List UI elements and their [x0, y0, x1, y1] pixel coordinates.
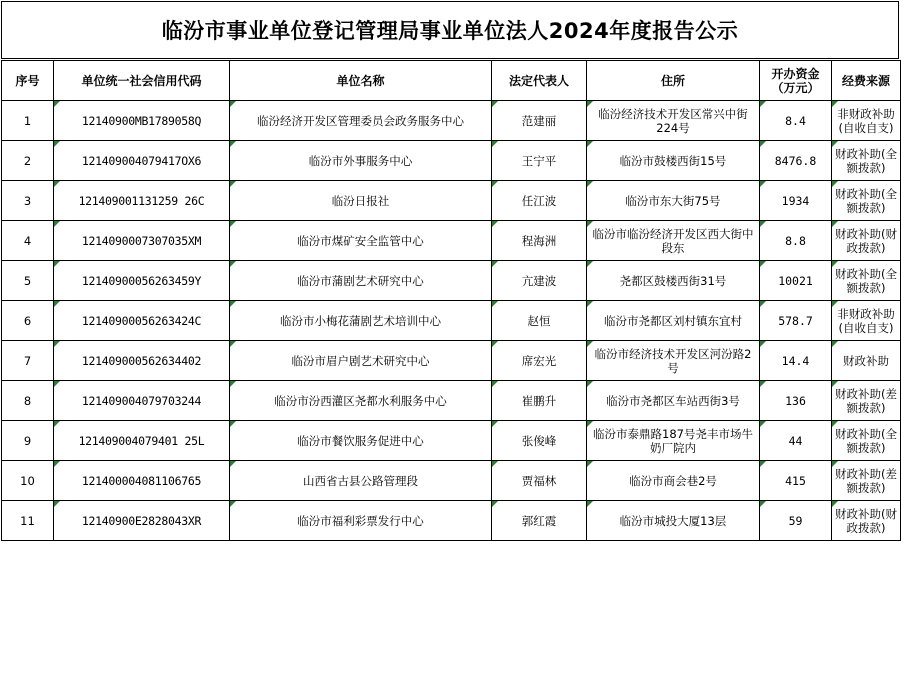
row-credit-code	[54, 421, 230, 461]
row-unit-name	[230, 221, 492, 261]
row-funding-source	[832, 341, 901, 381]
cell-marker-icon	[492, 421, 498, 427]
header-index: 序号	[2, 61, 54, 101]
cell-marker-icon	[587, 101, 593, 107]
row-legal-rep	[492, 101, 587, 141]
row-capital-text: 136	[785, 393, 806, 408]
cell-marker-icon	[492, 381, 498, 387]
row-address	[587, 221, 760, 261]
row-address	[587, 461, 760, 501]
header-address: 住所	[587, 61, 760, 101]
row-credit-code	[54, 501, 230, 541]
row-index-text: 10	[20, 473, 35, 488]
row-capital-text: 8.8	[785, 233, 806, 248]
row-legal-rep-text: 郭红霞	[521, 513, 557, 528]
row-address-text: 临汾市泰鼎路187号尧丰市场牛奶厂院内	[593, 426, 753, 455]
row-funding-source-text: 非财政补助(自收自支)	[837, 106, 895, 135]
cell-marker-icon	[832, 221, 838, 227]
row-funding-source-text: 财政补助(全额拨款)	[835, 426, 897, 455]
row-funding-source-text: 财政补助	[843, 353, 889, 368]
row-unit-name	[230, 461, 492, 501]
row-address-text: 临汾市东大街75号	[625, 193, 721, 208]
cell-marker-icon	[587, 221, 593, 227]
row-legal-rep-text: 王宁平	[521, 153, 557, 168]
row-unit-name	[230, 421, 492, 461]
row-legal-rep	[492, 461, 587, 501]
row-capital-text: 415	[785, 473, 806, 488]
cell-marker-icon	[760, 261, 766, 267]
cell-marker-icon	[587, 141, 593, 147]
row-address	[587, 141, 760, 181]
row-address-text: 临汾市经济技术开发区河汾路2号	[594, 346, 752, 375]
row-index	[2, 141, 54, 181]
row-capital-text: 44	[788, 433, 803, 448]
row-funding-source	[832, 101, 901, 141]
row-index-text: 9	[23, 433, 32, 448]
cell-marker-icon	[587, 421, 593, 427]
row-capital-text: 59	[788, 513, 803, 528]
row-unit-name-text: 临汾市外事服务中心	[308, 153, 413, 168]
row-funding-source	[832, 461, 901, 501]
cell-marker-icon	[492, 181, 498, 187]
cell-marker-icon	[587, 381, 593, 387]
header-capital: 开办资金（万元）	[760, 61, 832, 101]
page-title: 临汾市事业单位登记管理局事业单位法人2024年度报告公示	[1, 1, 899, 59]
row-legal-rep	[492, 381, 587, 421]
row-credit-code	[54, 221, 230, 261]
row-address-text: 临汾市尧都区车站西街3号	[606, 393, 740, 408]
cell-marker-icon	[54, 301, 60, 307]
row-capital	[760, 141, 832, 181]
cell-marker-icon	[54, 381, 60, 387]
cell-marker-icon	[832, 261, 838, 267]
row-unit-name-text: 临汾市蒲剧艺术研究中心	[297, 273, 424, 288]
row-funding-source	[832, 141, 901, 181]
header-source: 经费来源	[832, 61, 901, 101]
row-capital-text: 8.4	[785, 113, 806, 128]
row-funding-source-text: 财政补助(全额拨款)	[835, 186, 897, 215]
row-funding-source	[832, 501, 901, 541]
row-index	[2, 381, 54, 421]
cell-marker-icon	[492, 101, 498, 107]
row-index-text: 1	[23, 113, 32, 128]
row-capital	[760, 421, 832, 461]
row-unit-name	[230, 381, 492, 421]
row-unit-name	[230, 181, 492, 221]
row-address-text: 临汾市临汾经济开发区西大街中段东	[592, 226, 754, 255]
row-funding-source-text: 财政补助(全额拨款)	[835, 146, 897, 175]
table-row	[2, 381, 901, 421]
cell-marker-icon	[832, 181, 838, 187]
row-address	[587, 341, 760, 381]
row-address	[587, 421, 760, 461]
cell-marker-icon	[230, 461, 236, 467]
cell-marker-icon	[54, 421, 60, 427]
row-unit-name-text: 临汾日报社	[331, 193, 390, 208]
cell-marker-icon	[587, 341, 593, 347]
header-code: 单位统一社会信用代码	[54, 61, 230, 101]
row-index	[2, 501, 54, 541]
header-row	[2, 61, 901, 101]
cell-marker-icon	[760, 501, 766, 507]
cell-marker-icon	[492, 221, 498, 227]
cell-marker-icon	[230, 181, 236, 187]
cell-marker-icon	[832, 381, 838, 387]
row-capital	[760, 221, 832, 261]
row-legal-rep	[492, 421, 587, 461]
row-legal-rep-text: 张俊峰	[521, 433, 557, 448]
cell-marker-icon	[760, 141, 766, 147]
row-unit-name	[230, 101, 492, 141]
header-name: 单位名称	[230, 61, 492, 101]
row-legal-rep-text: 任江波	[521, 193, 557, 208]
row-funding-source-text: 财政补助(财政拨款)	[835, 506, 897, 535]
header-rep: 法定代表人	[492, 61, 587, 101]
row-unit-name	[230, 341, 492, 381]
cell-marker-icon	[832, 101, 838, 107]
table-row	[2, 141, 901, 181]
row-capital	[760, 381, 832, 421]
cell-marker-icon	[230, 421, 236, 427]
cell-marker-icon	[832, 141, 838, 147]
row-capital-text: 8476.8	[774, 153, 817, 168]
row-address	[587, 181, 760, 221]
cell-marker-icon	[54, 461, 60, 467]
cell-marker-icon	[832, 501, 838, 507]
row-index	[2, 221, 54, 261]
row-credit-code-text: 121409000562634402	[81, 353, 202, 368]
row-index	[2, 461, 54, 501]
row-funding-source	[832, 381, 901, 421]
cell-marker-icon	[54, 501, 60, 507]
row-address-text: 临汾市城投大厦13层	[619, 513, 727, 528]
row-credit-code-text: 12140900056263424C	[81, 313, 202, 328]
row-capital	[760, 101, 832, 141]
row-unit-name-text: 临汾市汾西灌区尧都水利服务中心	[274, 393, 447, 408]
row-unit-name	[230, 261, 492, 301]
row-legal-rep-text: 范建丽	[521, 113, 557, 128]
report-table	[1, 60, 901, 541]
row-index-text: 11	[20, 513, 35, 528]
cell-marker-icon	[54, 221, 60, 227]
row-index	[2, 341, 54, 381]
cell-marker-icon	[760, 341, 766, 347]
row-legal-rep	[492, 141, 587, 181]
table-row	[2, 221, 901, 261]
cell-marker-icon	[832, 421, 838, 427]
cell-marker-icon	[230, 221, 236, 227]
table-row	[2, 101, 901, 141]
cell-marker-icon	[230, 261, 236, 267]
row-index-text: 8	[23, 393, 32, 408]
cell-marker-icon	[230, 301, 236, 307]
row-index-text: 3	[23, 193, 32, 208]
row-capital	[760, 301, 832, 341]
row-capital-text: 10021	[778, 273, 813, 288]
row-index	[2, 181, 54, 221]
row-legal-rep-text: 崔鹏升	[521, 393, 557, 408]
row-credit-code	[54, 381, 230, 421]
row-unit-name	[230, 301, 492, 341]
cell-marker-icon	[492, 501, 498, 507]
cell-marker-icon	[230, 501, 236, 507]
row-address-text: 尧都区鼓楼西街31号	[619, 273, 727, 288]
row-index	[2, 101, 54, 141]
row-legal-rep-text: 赵恒	[527, 313, 551, 328]
row-funding-source	[832, 421, 901, 461]
cell-marker-icon	[230, 101, 236, 107]
row-index-text: 7	[23, 353, 32, 368]
cell-marker-icon	[587, 261, 593, 267]
table-row	[2, 181, 901, 221]
cell-marker-icon	[760, 461, 766, 467]
row-credit-code-text: 121409004079417OX6	[81, 153, 202, 168]
row-funding-source	[832, 181, 901, 221]
row-credit-code	[54, 341, 230, 381]
cell-marker-icon	[492, 261, 498, 267]
cell-marker-icon	[587, 501, 593, 507]
cell-marker-icon	[54, 341, 60, 347]
row-credit-code	[54, 101, 230, 141]
row-address-text: 临汾经济技术开发区常兴中街224号	[598, 106, 748, 135]
row-address-text: 临汾市商会巷2号	[629, 473, 717, 488]
table-row	[2, 461, 901, 501]
table-row	[2, 341, 901, 381]
row-credit-code-text: 12140900MB1789058Q	[81, 113, 202, 128]
row-credit-code-text: 1214090007307035XM	[81, 233, 202, 248]
row-index-text: 4	[23, 233, 32, 248]
row-credit-code	[54, 261, 230, 301]
cell-marker-icon	[230, 141, 236, 147]
row-capital-text: 1934	[781, 193, 810, 208]
table-row	[2, 301, 901, 341]
row-capital-text: 578.7	[778, 313, 813, 328]
row-capital	[760, 341, 832, 381]
row-address-text: 临汾市尧都区刘村镇东宜村	[604, 313, 742, 328]
table-row	[2, 421, 901, 461]
row-legal-rep	[492, 181, 587, 221]
table-row	[2, 261, 901, 301]
row-capital	[760, 181, 832, 221]
row-legal-rep	[492, 261, 587, 301]
cell-marker-icon	[760, 301, 766, 307]
row-credit-code-text: 121409001131259 26C	[78, 193, 205, 208]
row-address	[587, 381, 760, 421]
row-capital-text: 14.4	[781, 353, 810, 368]
row-credit-code	[54, 301, 230, 341]
cell-marker-icon	[760, 381, 766, 387]
row-legal-rep-text: 席宏光	[521, 353, 557, 368]
row-funding-source	[832, 261, 901, 301]
cell-marker-icon	[54, 181, 60, 187]
row-address	[587, 501, 760, 541]
row-unit-name-text: 临汾经济开发区管理委员会政务服务中心	[257, 113, 464, 128]
row-unit-name	[230, 501, 492, 541]
row-funding-source	[832, 301, 901, 341]
row-address	[587, 301, 760, 341]
row-index-text: 2	[23, 153, 32, 168]
table-row	[2, 501, 901, 541]
cell-marker-icon	[492, 461, 498, 467]
row-index-text: 5	[23, 273, 32, 288]
cell-marker-icon	[832, 341, 838, 347]
row-unit-name-text: 临汾市福利彩票发行中心	[297, 513, 424, 528]
cell-marker-icon	[760, 421, 766, 427]
row-unit-name	[230, 141, 492, 181]
cell-marker-icon	[832, 301, 838, 307]
cell-marker-icon	[492, 301, 498, 307]
row-legal-rep-text: 程海洲	[521, 233, 557, 248]
row-credit-code	[54, 181, 230, 221]
row-unit-name-text: 山西省古县公路管理段	[303, 473, 418, 488]
row-capital	[760, 261, 832, 301]
row-funding-source-text: 财政补助(全额拨款)	[835, 266, 897, 295]
row-index	[2, 301, 54, 341]
cell-marker-icon	[54, 261, 60, 267]
row-legal-rep	[492, 301, 587, 341]
table-body	[2, 101, 901, 541]
row-credit-code-text: 121409004079703244	[81, 393, 202, 408]
row-capital	[760, 461, 832, 501]
row-legal-rep-text: 亢建波	[521, 273, 557, 288]
cell-marker-icon	[587, 181, 593, 187]
row-unit-name-text: 临汾市餐饮服务促进中心	[297, 433, 424, 448]
row-unit-name-text: 临汾市小梅花蒲剧艺术培训中心	[280, 313, 441, 328]
row-funding-source-text: 财政补助(差额拨款)	[835, 386, 897, 415]
cell-marker-icon	[587, 461, 593, 467]
row-funding-source	[832, 221, 901, 261]
row-legal-rep	[492, 221, 587, 261]
row-unit-name-text: 临汾市眉户剧艺术研究中心	[291, 353, 430, 368]
row-credit-code	[54, 141, 230, 181]
cell-marker-icon	[760, 221, 766, 227]
row-capital	[760, 501, 832, 541]
cell-marker-icon	[832, 461, 838, 467]
cell-marker-icon	[230, 381, 236, 387]
row-funding-source-text: 财政补助(财政拨款)	[835, 226, 897, 255]
cell-marker-icon	[492, 341, 498, 347]
row-index	[2, 261, 54, 301]
row-credit-code-text: 121400004081106765	[81, 473, 202, 488]
row-legal-rep	[492, 341, 587, 381]
cell-marker-icon	[230, 341, 236, 347]
row-legal-rep-text: 贾福林	[521, 473, 557, 488]
row-funding-source-text: 财政补助(差额拨款)	[835, 466, 897, 495]
cell-marker-icon	[492, 141, 498, 147]
cell-marker-icon	[760, 101, 766, 107]
cell-marker-icon	[54, 101, 60, 107]
row-credit-code-text: 121409004079401 25L	[78, 433, 205, 448]
row-legal-rep	[492, 501, 587, 541]
row-index	[2, 421, 54, 461]
row-address-text: 临汾市鼓楼西街15号	[619, 153, 727, 168]
cell-marker-icon	[587, 301, 593, 307]
row-credit-code-text: 12140900056263459Y	[81, 273, 202, 288]
row-funding-source-text: 非财政补助(自收自支)	[837, 306, 895, 335]
row-address	[587, 101, 760, 141]
cell-marker-icon	[760, 181, 766, 187]
row-address	[587, 261, 760, 301]
row-credit-code-text: 12140900E2828043XR	[81, 513, 202, 528]
cell-marker-icon	[54, 141, 60, 147]
row-unit-name-text: 临汾市煤矿安全监管中心	[297, 233, 424, 248]
row-credit-code	[54, 461, 230, 501]
row-index-text: 6	[23, 313, 32, 328]
